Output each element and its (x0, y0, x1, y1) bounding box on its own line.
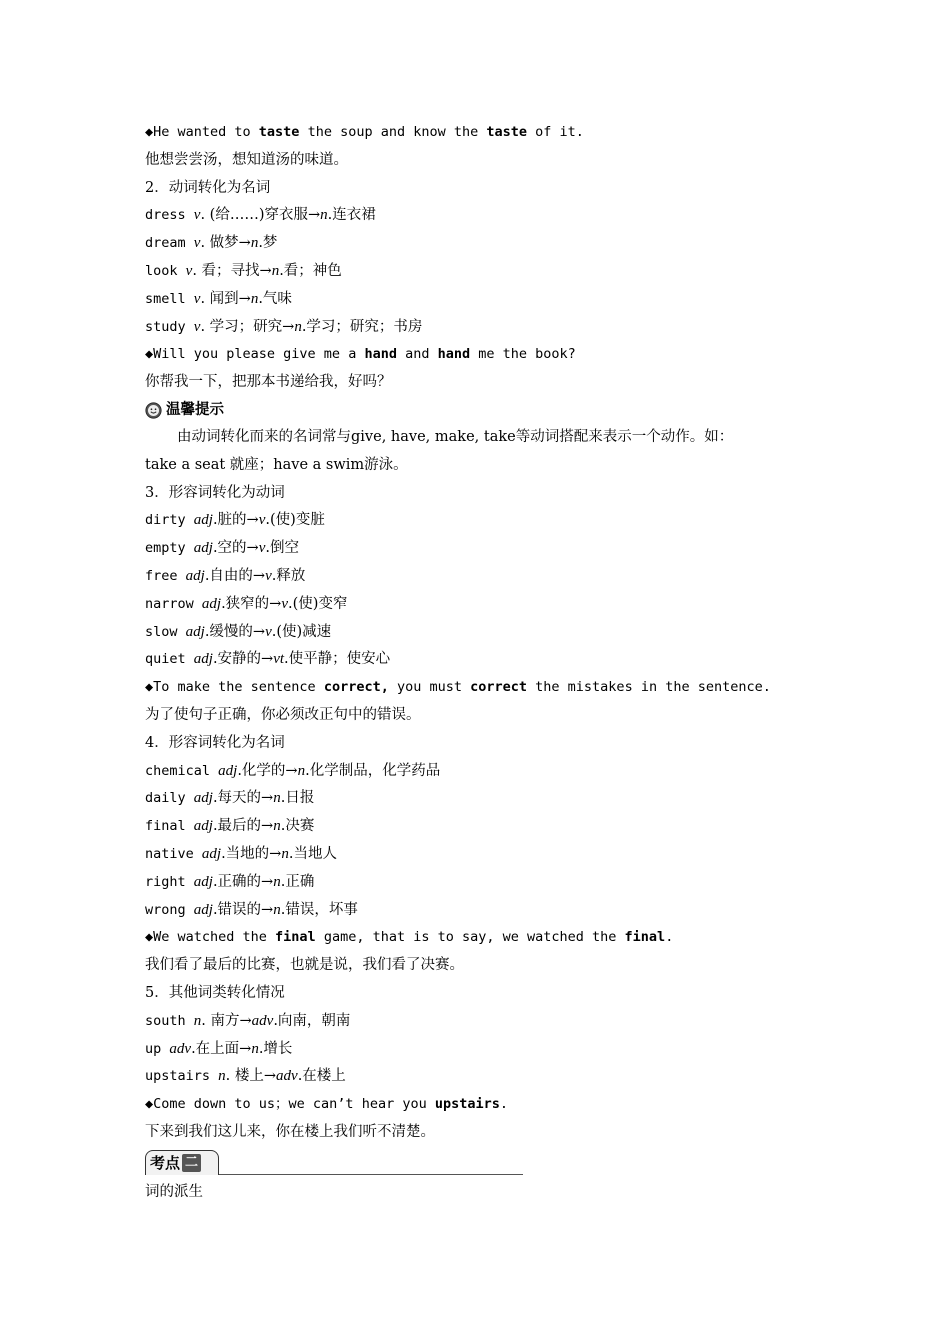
example-sentence: ◆Come down to us；we can’t hear you upstairs. (145, 1096, 509, 1113)
tip-text: take a seat 就座；have a swim游泳。 (145, 456, 408, 473)
tip-title: 温馨提示 (166, 401, 224, 418)
vocab-entry: free adj.自由的→v.释放 (145, 567, 306, 584)
vocab-entry: quiet adj.安静的→vt.使平静；使安心 (145, 651, 391, 668)
vocab-entry: up adv.在上面→n.增长 (145, 1040, 293, 1057)
kaodian-rule (219, 1174, 523, 1175)
example-translation: 你帮我一下，把那本书递给我，好吗？ (145, 374, 392, 391)
example-translation: 为了使句子正确，你必须改正句中的错误。 (145, 706, 421, 723)
vocab-entry: upstairs n. 楼上→adv.在楼上 (145, 1068, 346, 1085)
vocab-entry: chemical adj.化学的→n.化学制品，化学药品 (145, 762, 441, 779)
vocab-entry: dream v. 做梦→n.梦 (145, 235, 278, 252)
tip-text: 由动词转化而来的名词常与give, have, make, take等动词搭配来表示一个动作。如： (177, 428, 734, 445)
vocab-entry: native adj.当地的→n.当地人 (145, 845, 337, 862)
example-sentence: ◆Will you please give me a hand and hand me the book? (145, 346, 576, 363)
kaodian-header (145, 1147, 835, 1179)
vocab-entry: right adj.正确的→n.正确 (145, 873, 315, 890)
vocab-entry: look v. 看；寻找→n.看；神色 (145, 262, 342, 279)
section-heading: 5．其他词类转化情况 (145, 984, 285, 1001)
section-heading: 2．动词转化为名词 (145, 179, 271, 196)
vocab-entry: smell v. 闻到→n.气味 (145, 290, 292, 307)
vocab-entry: dirty adj.脏的→v.(使)变脏 (145, 512, 325, 529)
vocab-entry: empty adj.空的→v.倒空 (145, 540, 299, 557)
example-translation: 他想尝尝汤，想知道汤的味道。 (145, 151, 348, 168)
vocab-entry: slow adj.缓慢的→v.(使)减速 (145, 623, 332, 640)
document-body (145, 119, 835, 1206)
vocab-entry: study v. 学习；研究→n.学习；研究；书房 (145, 318, 423, 335)
example-translation: 下来到我们这儿来，你在楼上我们听不清楚。 (145, 1123, 435, 1140)
vocab-entry: dress v. (给……)穿衣服→n.连衣裙 (145, 207, 376, 224)
example-translation: 我们看了最后的比赛，也就是说，我们看了决赛。 (145, 957, 464, 974)
tip-heading (145, 397, 835, 424)
example-sentence: ◆He wanted to taste the soup and know the taste of it. (145, 124, 584, 140)
section-heading: 词的派生 (145, 1183, 203, 1200)
kaodian-label: 考点 (150, 1154, 181, 1173)
example-sentence: ◆To make the sentence correct, you must correct the mistakes in the sentence. (145, 679, 771, 696)
kaodian-tab (145, 1150, 219, 1175)
vocab-entry: wrong adj.错误的→n.错误，坏事 (145, 901, 358, 918)
vocab-entry: narrow adj.狭窄的→v.(使)变窄 (145, 595, 348, 612)
vocab-entry: south n. 南方→adv.向南，朝南 (145, 1012, 351, 1029)
smiley-icon (145, 402, 162, 419)
section-heading: 3．形容词转化为动词 (145, 484, 285, 501)
vocab-entry: final adj.最后的→n.决赛 (145, 818, 315, 835)
vocab-entry: daily adj.每天的→n.日报 (145, 790, 315, 807)
section-heading: 4．形容词转化为名词 (145, 734, 285, 751)
example-sentence: ◆We watched the final game, that is to say, we watched the final. (145, 929, 674, 946)
kaodian-number: 二 (182, 1154, 201, 1172)
